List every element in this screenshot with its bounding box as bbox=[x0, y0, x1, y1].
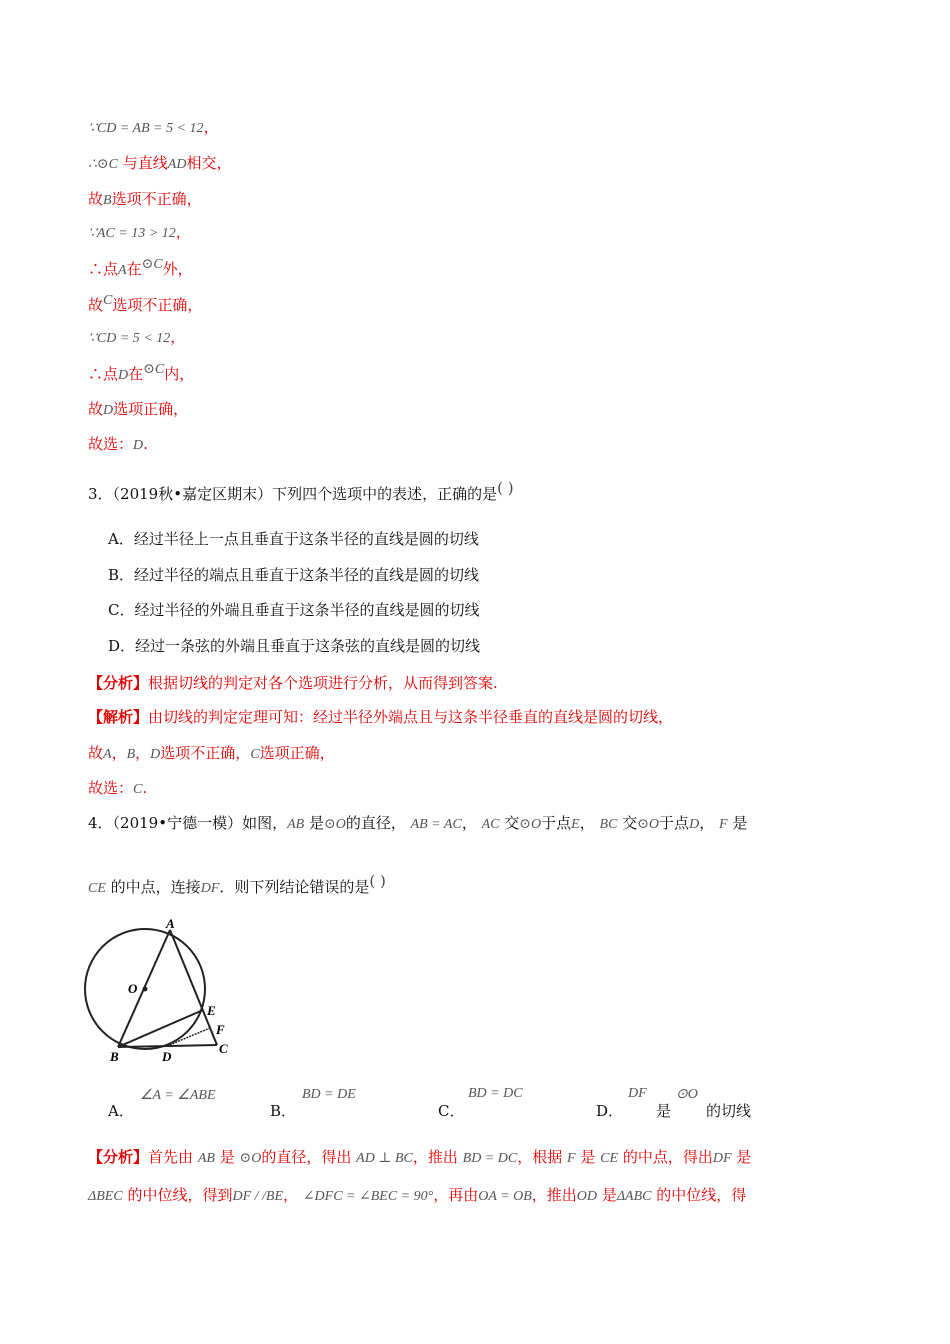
q4-choice-a-formula: ∠A = ∠ABE bbox=[140, 1088, 216, 1103]
q3-solution-2: 故A，B，D选项不正确，C选项正确， bbox=[88, 744, 335, 762]
solution-line-2: ∴⊙C 与直线AD相交， bbox=[88, 154, 232, 172]
center-point-o bbox=[143, 987, 148, 992]
q3-option-a: A．经过半径上一点且垂直于这条半径的直线是圆的切线 bbox=[108, 530, 479, 548]
solution-line-8: ∴点D在⊙C内， bbox=[88, 362, 195, 383]
solution-line-1: ∵CD = AB = 5 < 12， bbox=[88, 118, 219, 136]
q4-choice-d-formula: DF bbox=[628, 1086, 647, 1101]
solution-line-5: ∴点A在⊙C外， bbox=[88, 257, 193, 278]
q4-stem: 4．（2019•宁德一模）如图，AB 是⊙O的直径， AB = AC， AC 交⊙O于点E， BC 交⊙O于点D， F 是 bbox=[88, 814, 748, 832]
label-d: D bbox=[162, 1049, 172, 1062]
label-b: B bbox=[110, 1049, 119, 1062]
solution-line-7: ∵CD = 5 < 12， bbox=[88, 328, 186, 346]
label-e: E bbox=[207, 1003, 216, 1018]
solution-line-3: 故B选项不正确， bbox=[88, 190, 202, 208]
segment-ac bbox=[170, 930, 217, 1045]
q4-choice-c-formula: BD = DC bbox=[468, 1086, 523, 1101]
q4-choice-d-formula2: ⊙O bbox=[676, 1087, 698, 1102]
q4-analysis: 【分析】首先由 AB 是 ⊙O的直径，得出 AD ⊥ BC，推出 BD = DC，根据 F 是 CE 的中点，得出DF 是 bbox=[88, 1148, 752, 1166]
q3-solution: 【解析】由切线的判定定理可知：经过半径外端点且与这条半径垂直的直线是圆的切线， bbox=[88, 708, 674, 726]
solution-answer: 故选：D. bbox=[88, 435, 148, 453]
q4-analysis-2: ΔBEC 的中位线，得到DF / /BE， ∠DFC = ∠BEC = 90°，再由OA = OB，推出OD 是ΔABC 的中位线，得 bbox=[88, 1186, 747, 1204]
q4-stem-2: CE 的中点，连接DF．则下列结论错误的是( ) bbox=[88, 872, 386, 896]
q3-stem: 3．（2019秋•嘉定区期末）下列四个选项中的表述，正确的是( ) bbox=[88, 479, 514, 503]
q4-choice-d-tail: 的切线 bbox=[706, 1102, 752, 1120]
q4-choice-a-label: A． bbox=[108, 1102, 134, 1120]
q4-choice-d-label: D． bbox=[596, 1102, 624, 1120]
label-f: F bbox=[216, 1022, 225, 1037]
label-c: C bbox=[219, 1041, 228, 1056]
q3-analysis: 【分析】根据切线的判定对各个选项进行分析，从而得到答案. bbox=[88, 674, 498, 692]
q3-option-d: D．经过一条弦的外端且垂直于这条弦的直线是圆的切线 bbox=[108, 637, 481, 655]
q4-choice-d-mid: 是 bbox=[656, 1102, 672, 1120]
label-o: O bbox=[128, 981, 138, 996]
q3-option-b: B．经过半径的端点且垂直于这条半径的直线是圆的切线 bbox=[108, 566, 480, 584]
q4-choice-c-label: C． bbox=[438, 1102, 465, 1120]
solution-line-4: ∵AC = 13 > 12， bbox=[88, 223, 191, 241]
solution-line-9: 故D选项正确， bbox=[88, 400, 189, 418]
solution-line-6: 故C选项不正确， bbox=[88, 293, 203, 314]
geometry-figure bbox=[82, 912, 242, 1062]
q4-choice-b-label: B． bbox=[270, 1102, 297, 1120]
q3-answer: 故选：C. bbox=[88, 779, 148, 797]
q3-option-c: C．经过半径的外端且垂直于这条半径的直线是圆的切线 bbox=[108, 601, 480, 619]
label-a: A bbox=[166, 916, 175, 931]
q4-choice-b-formula: BD = DE bbox=[302, 1087, 356, 1102]
